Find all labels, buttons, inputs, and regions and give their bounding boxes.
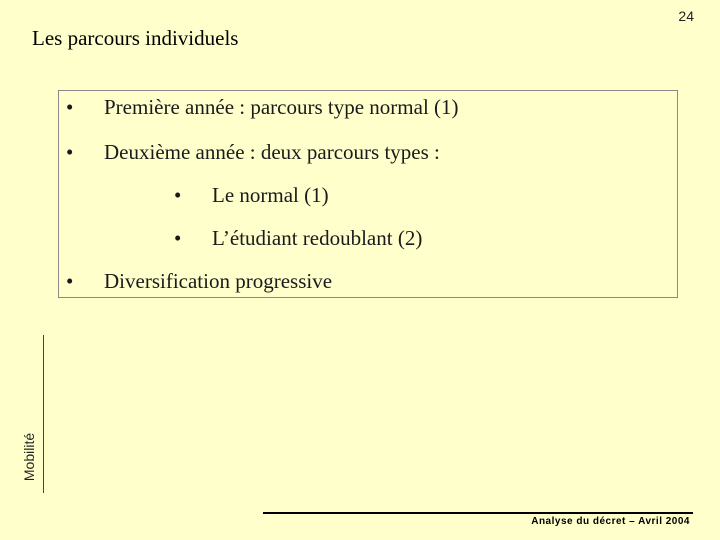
slide-title: Les parcours individuels xyxy=(32,26,239,50)
sub-bullet-item xyxy=(174,226,422,251)
bullet-item xyxy=(66,269,332,294)
page-number: 24 xyxy=(678,8,694,24)
bullet-item xyxy=(66,95,459,120)
bullet-marker: • xyxy=(66,95,74,119)
bullet-marker: • xyxy=(174,226,182,250)
bullet-text: Diversification progressive xyxy=(104,269,333,293)
bullet-text: L’étudiant redoublant (2) xyxy=(212,226,423,250)
footer-text: Analyse du décret – Avril 2004 xyxy=(531,516,690,527)
side-label-text: Mobilité xyxy=(21,432,37,482)
bullet-text: Première année : parcours type normal (1) xyxy=(104,95,459,119)
side-divider xyxy=(43,335,44,493)
side-label xyxy=(18,335,40,493)
bullet-marker: • xyxy=(66,140,74,164)
bullet-text: Le normal (1) xyxy=(212,183,329,207)
sub-bullet-item xyxy=(174,183,329,208)
footer-divider xyxy=(263,512,693,514)
bullet-marker: • xyxy=(66,269,74,293)
bullet-text: Deuxième année : deux parcours types : xyxy=(104,140,440,164)
bullet-item xyxy=(66,140,440,165)
content-box xyxy=(58,90,678,298)
bullet-marker: • xyxy=(174,183,182,207)
